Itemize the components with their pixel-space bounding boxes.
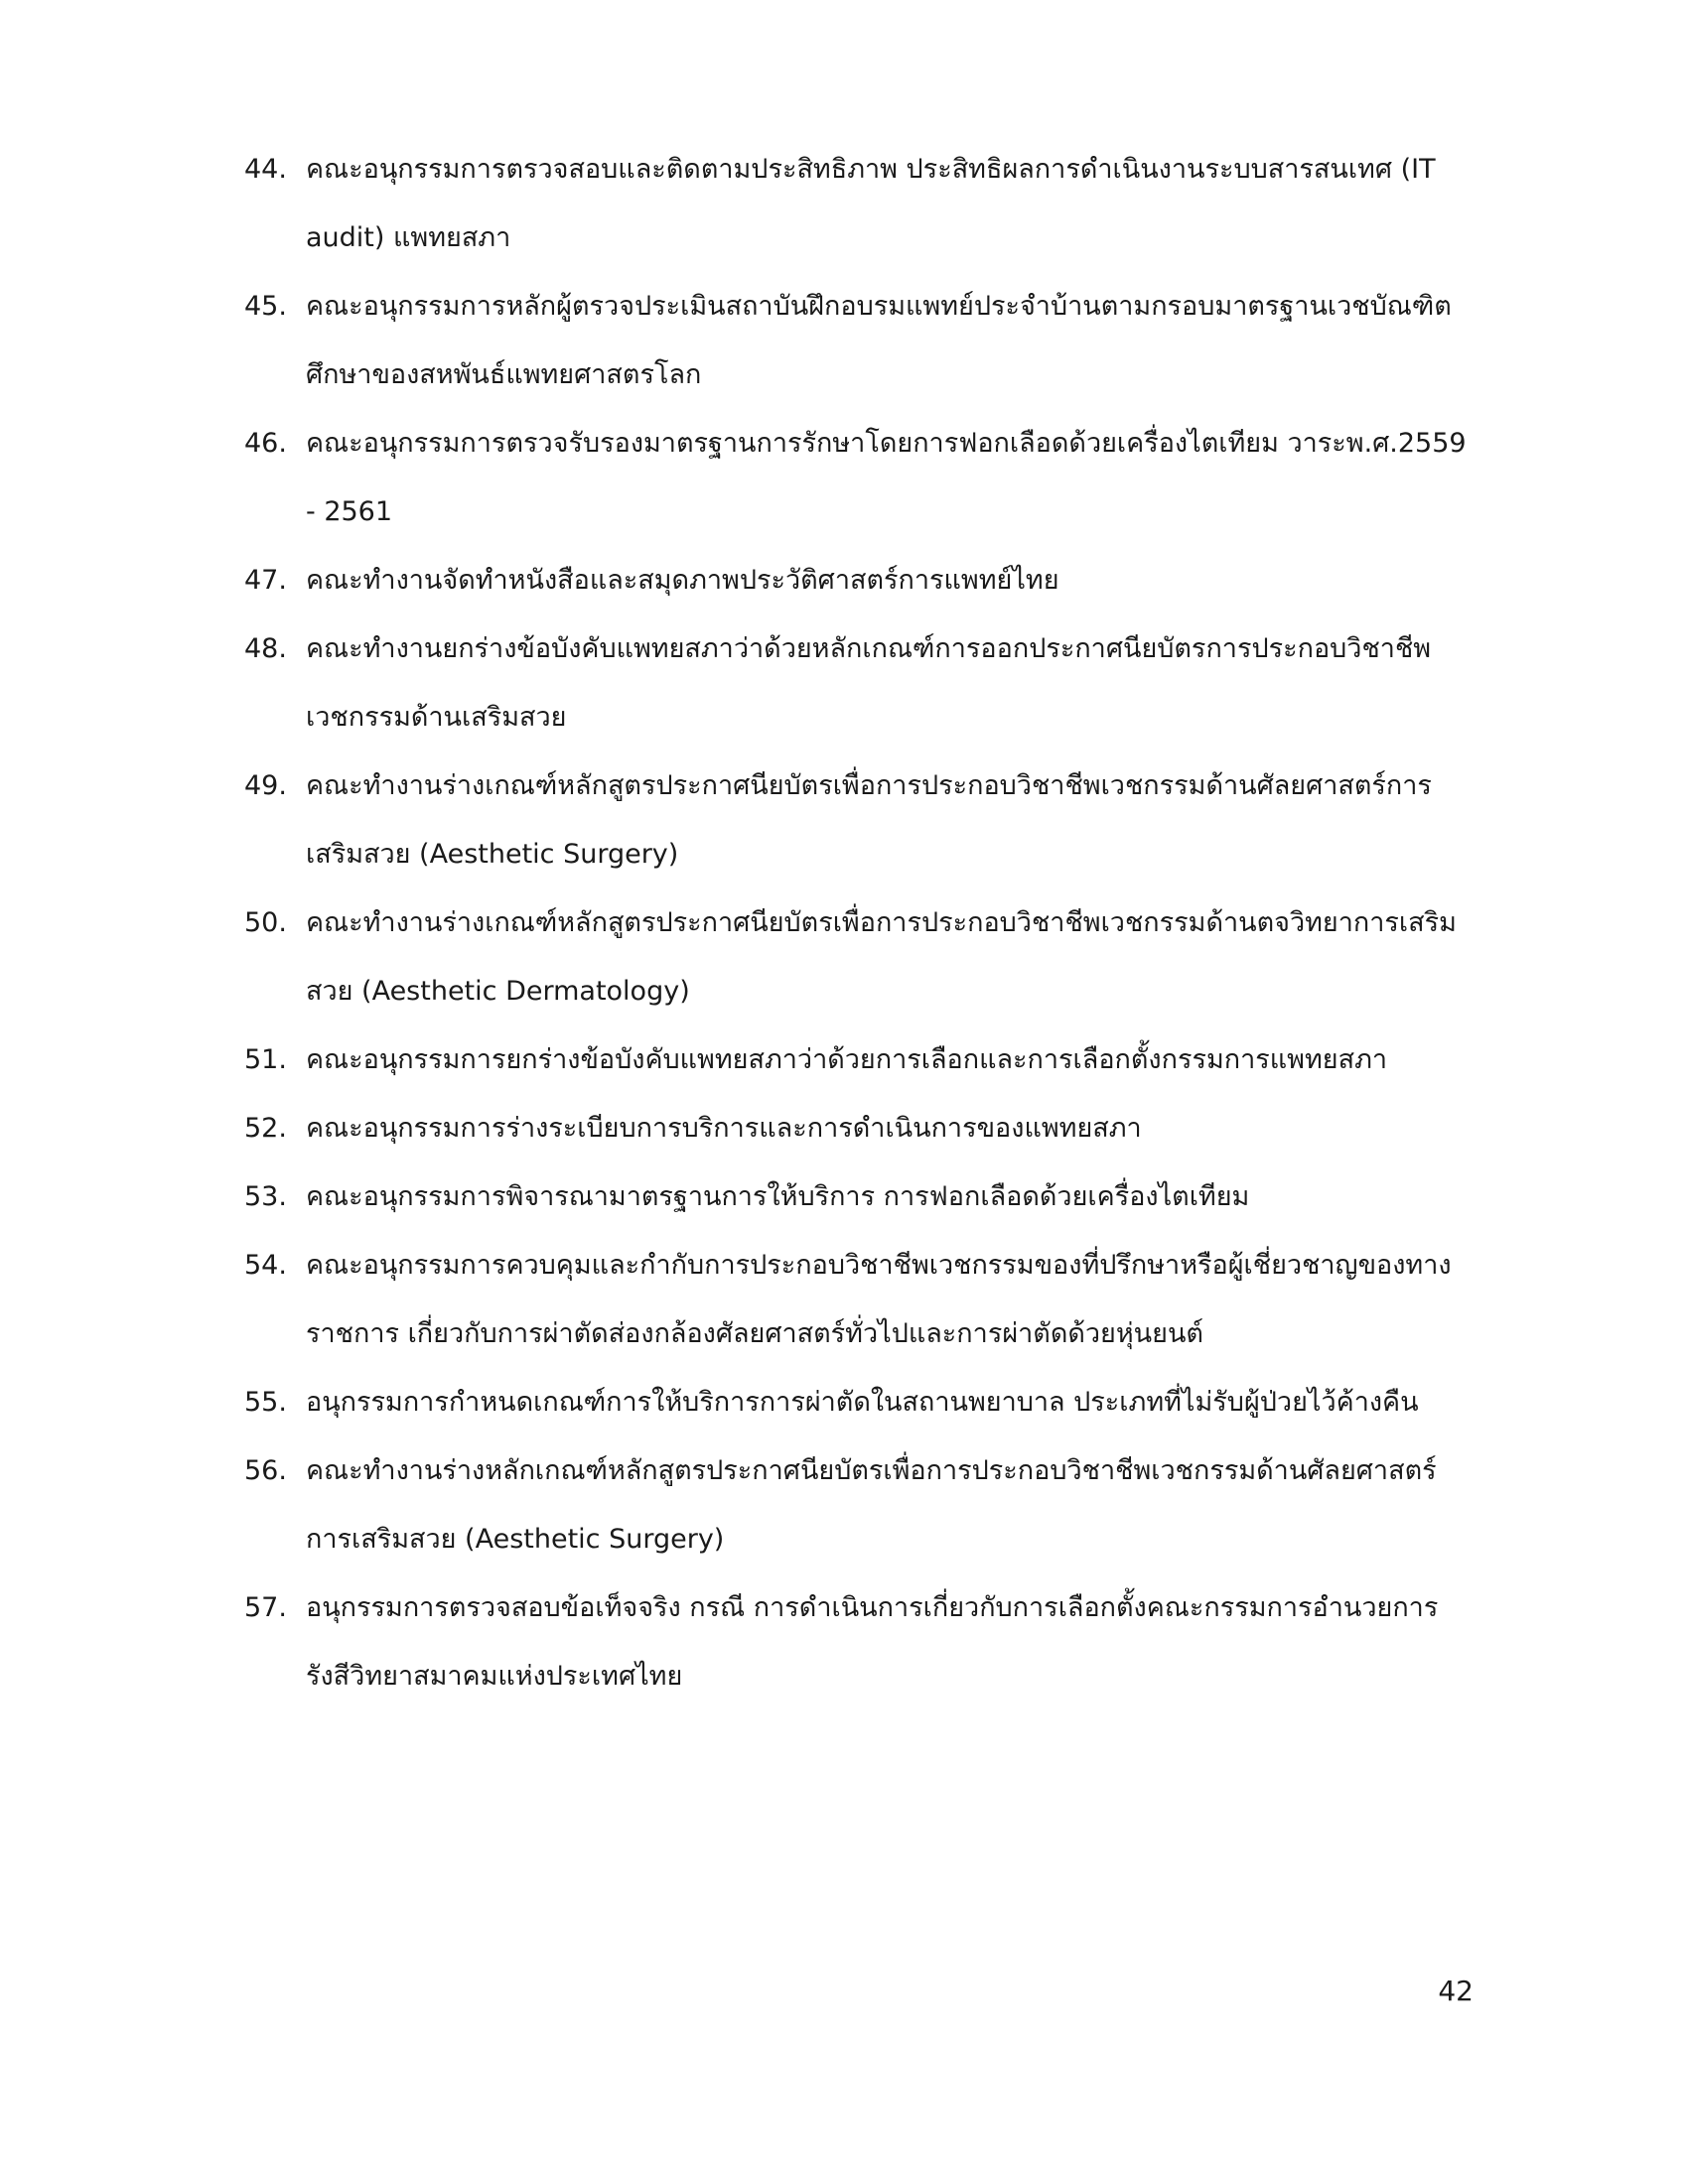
- list-item: [244, 1231, 1476, 1368]
- item-number: 50.: [244, 907, 287, 938]
- list-item: [244, 546, 1476, 614]
- item-number: 45.: [244, 291, 287, 322]
- item-text: คณะอนุกรรมการตรวจสอบและติดตามประสิทธิภาพ ประสิทธิผลการดำเนินงานระบบสารสนเทศ (IT audit) แพทยสภา: [306, 154, 1436, 253]
- committee-list: [244, 135, 1476, 1710]
- item-number: 53.: [244, 1181, 287, 1212]
- list-item: [244, 1025, 1476, 1094]
- item-text: อนุกรรมการตรวจสอบข้อเท็จจริง กรณี การดำเนินการเกี่ยวกับการเลือกตั้งคณะกรรมการอำนวยการรังสีวิทยาสมาคมแห่งประเทศไทย: [306, 1592, 1439, 1692]
- item-text: คณะทำงานร่างเกณฑ์หลักสูตรประกาศนียบัตรเพื่อการประกอบวิชาชีพเวชกรรมด้านตจวิทยาการเสริมสวย (Aesthetic Dermatology): [306, 907, 1457, 1007]
- list-item: [244, 888, 1476, 1025]
- list-item: [244, 1573, 1476, 1710]
- list-item: [244, 272, 1476, 409]
- list-item: [244, 1162, 1476, 1231]
- item-number: 48.: [244, 633, 287, 664]
- list-item: [244, 1368, 1476, 1436]
- item-text: คณะทำงานร่างหลักเกณฑ์หลักสูตรประกาศนียบัตรเพื่อการประกอบวิชาชีพเวชกรรมด้านศัลยศาสตร์การเสริมสวย (Aesthetic Surgery): [306, 1455, 1437, 1555]
- item-number: 49.: [244, 770, 287, 801]
- page-number: 42: [1438, 1975, 1474, 2007]
- item-text: คณะอนุกรรมการหลักผู้ตรวจประเมินสถาบันฝึกอบรมแพทย์ประจำบ้านตามกรอบมาตรฐานเวชบัณฑิตศึกษาของสหพันธ์แพทยศาสตรโลก: [306, 291, 1452, 390]
- list-item: [244, 614, 1476, 751]
- list-item: [244, 135, 1476, 272]
- item-text: คณะอนุกรรมการควบคุมและกำกับการประกอบวิชาชีพเวชกรรมของที่ปรึกษาหรือผู้เชี่ยวชาญของทางราชการ เกี่ยวกับการผ่าตัดส่องกล้องศัลยศาสตร์ทั่วไปและการผ่าตัดด้วยหุ่นยนต์: [306, 1250, 1452, 1349]
- list-item: [244, 1094, 1476, 1162]
- item-text: คณะทำงานจัดทำหนังสือและสมุดภาพประวัติศาสตร์การแพทย์ไทย: [306, 565, 1059, 596]
- item-number: 47.: [244, 565, 287, 596]
- item-text: คณะอนุกรรมการพิจารณามาตรฐานการให้บริการ การฟอกเลือดด้วยเครื่องไตเทียม: [306, 1181, 1250, 1212]
- item-number: 55.: [244, 1387, 287, 1418]
- item-text: อนุกรรมการกำหนดเกณฑ์การให้บริการการผ่าตัดในสถานพยาบาล ประเภทที่ไม่รับผู้ป่วยไว้ค้างคืน: [306, 1387, 1419, 1418]
- item-number: 51.: [244, 1044, 287, 1075]
- item-text: คณะอนุกรรมการร่างระเบียบการบริการและการดำเนินการของแพทยสภา: [306, 1113, 1142, 1144]
- item-number: 57.: [244, 1592, 287, 1623]
- list-item: [244, 1436, 1476, 1573]
- item-number: 44.: [244, 154, 287, 185]
- item-number: 46.: [244, 428, 287, 459]
- item-number: 54.: [244, 1250, 287, 1281]
- list-item: [244, 409, 1476, 546]
- item-text: คณะทำงานยกร่างข้อบังคับแพทยสภาว่าด้วยหลักเกณฑ์การออกประกาศนียบัตรการประกอบวิชาชีพเวชกรรมด้านเสริมสวย: [306, 633, 1432, 733]
- item-text: คณะอนุกรรมการยกร่างข้อบังคับแพทยสภาว่าด้วยการเลือกและการเลือกตั้งกรรมการแพทยสภา: [306, 1044, 1388, 1075]
- list-item: [244, 751, 1476, 888]
- item-text: คณะทำงานร่างเกณฑ์หลักสูตรประกาศนียบัตรเพื่อการประกอบวิชาชีพเวชกรรมด้านศัลยศาสตร์การเสริมสวย (Aesthetic Surgery): [306, 770, 1432, 870]
- item-text: คณะอนุกรรมการตรวจรับรองมาตรฐานการรักษาโดยการฟอกเลือดด้วยเครื่องไตเทียม วาระพ.ศ.2559 - 2561: [306, 428, 1467, 527]
- item-number: 56.: [244, 1455, 287, 1486]
- item-number: 52.: [244, 1113, 287, 1144]
